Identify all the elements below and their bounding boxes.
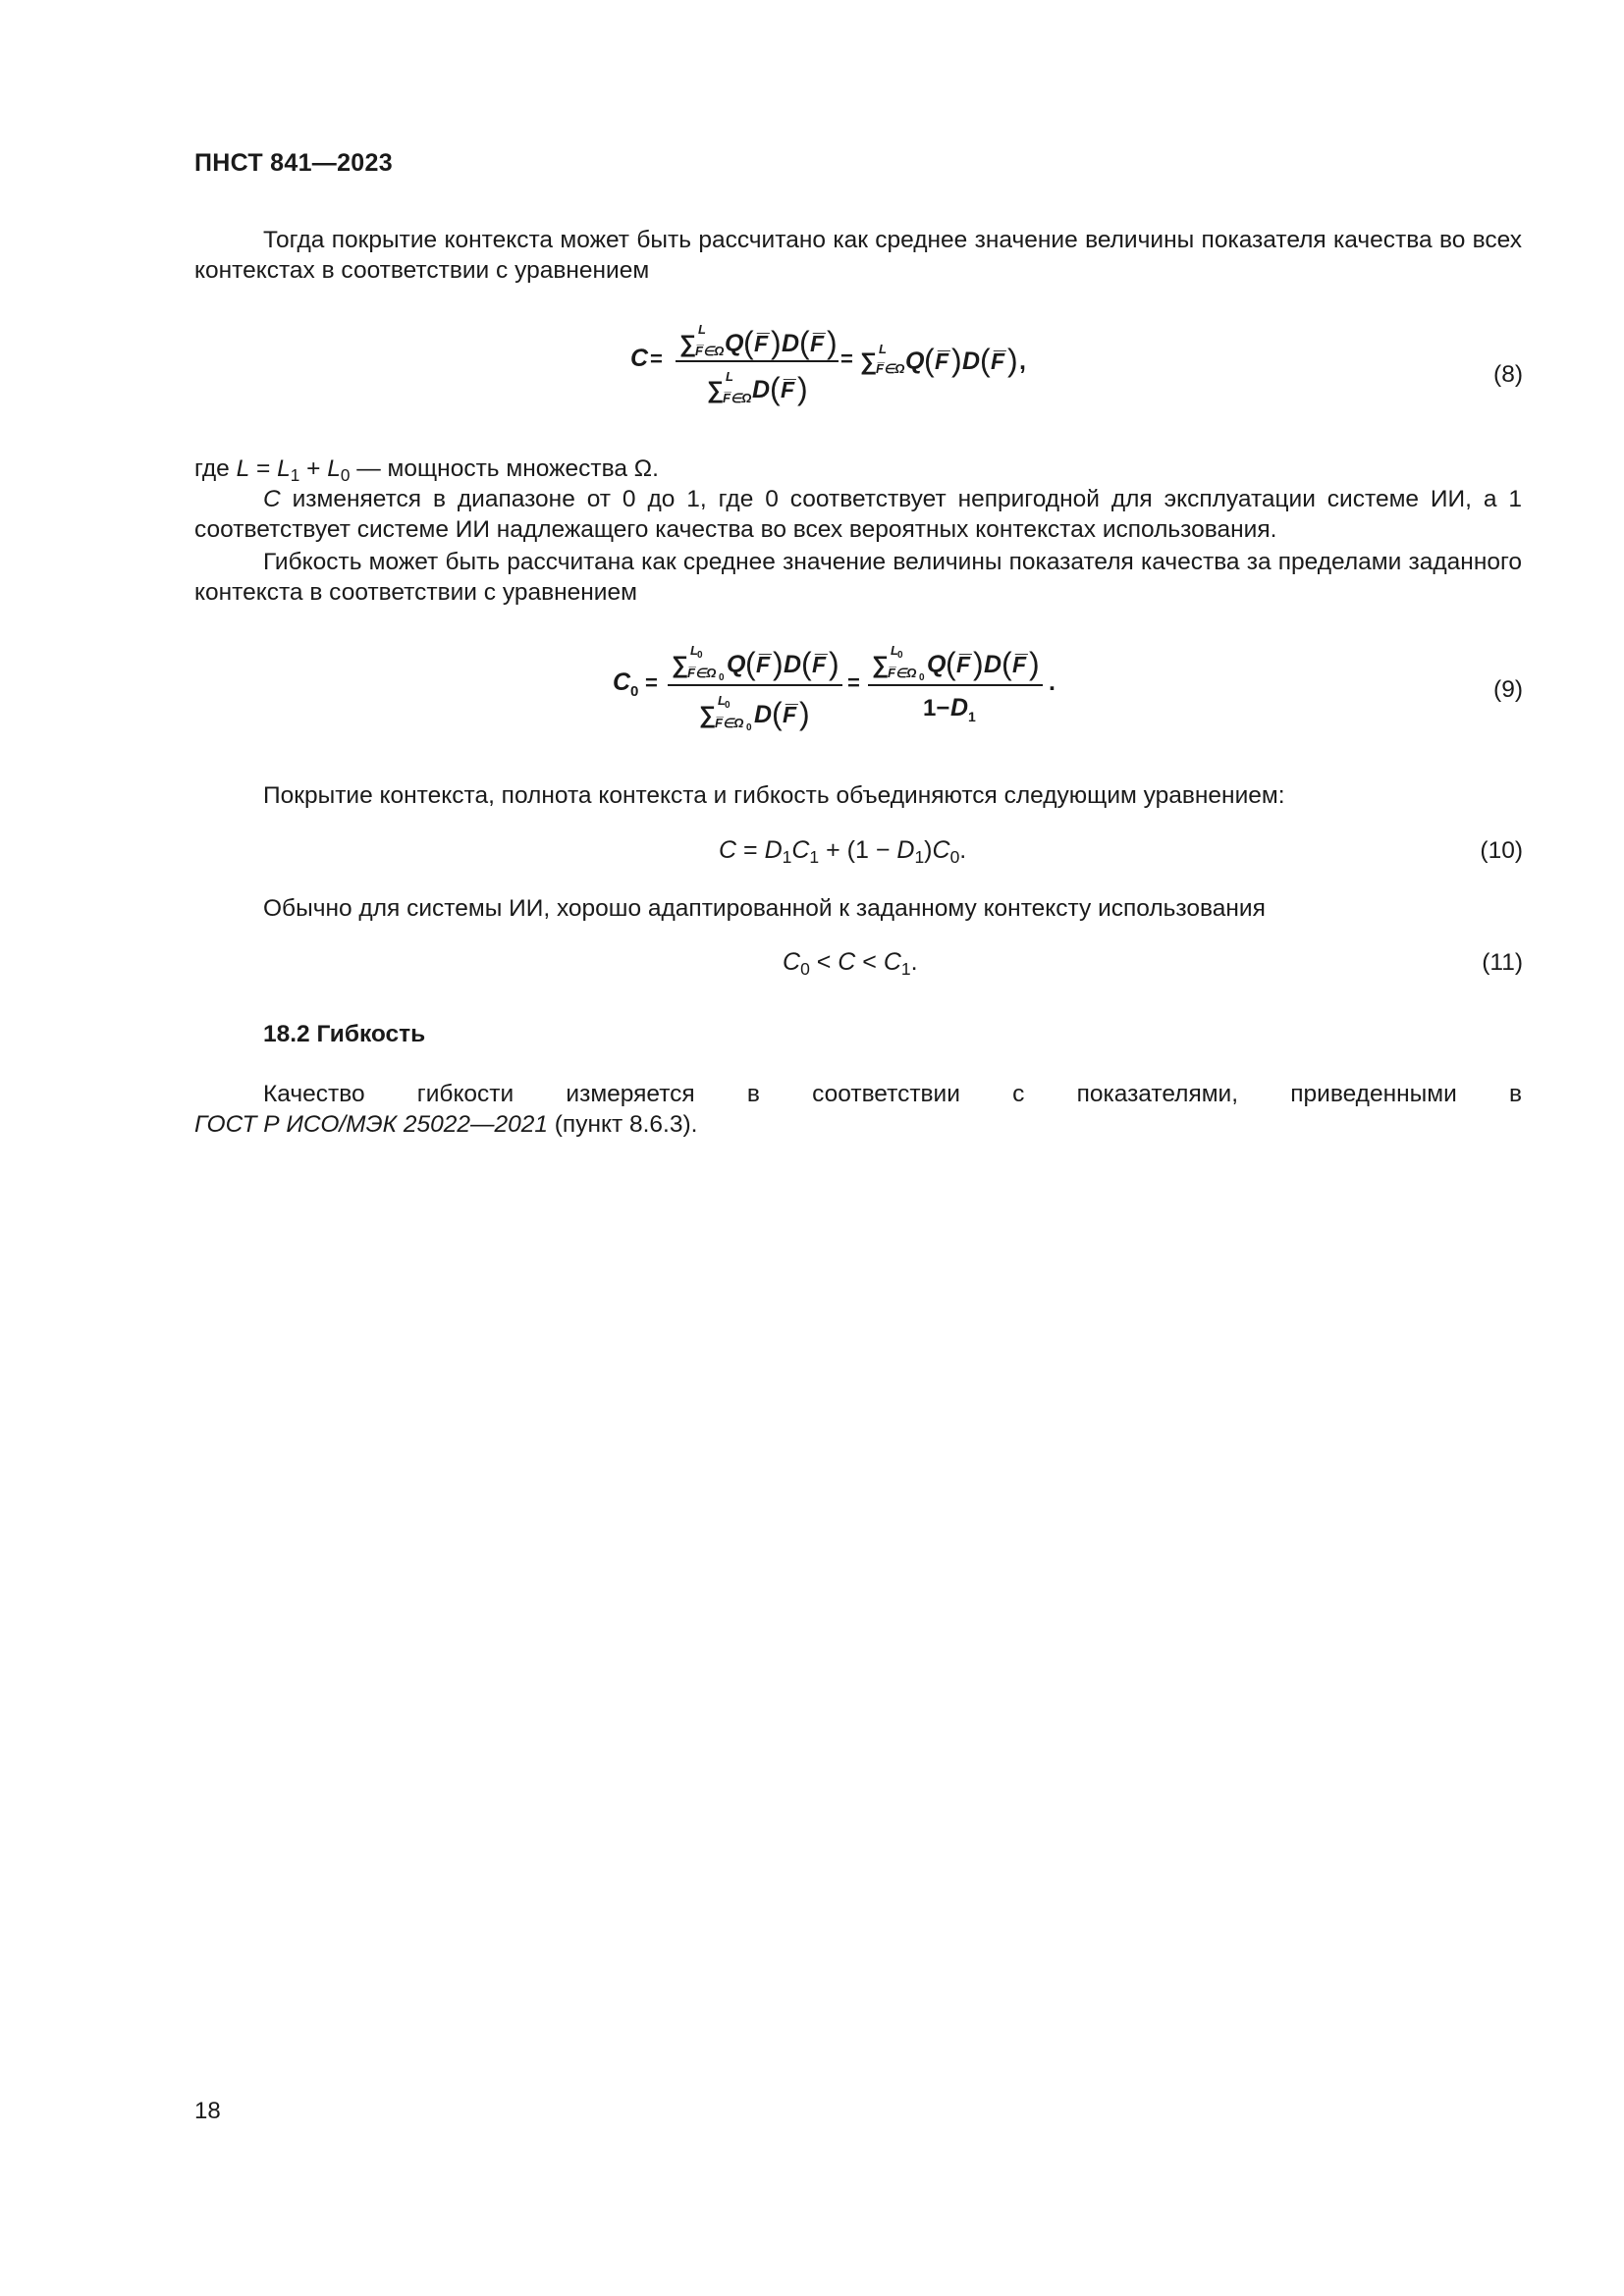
svg-text:F̅: F̅ <box>1012 652 1027 677</box>
svg-text:L: L <box>690 643 698 658</box>
svg-text:F̅: F̅ <box>991 348 1005 374</box>
svg-text:D: D <box>950 694 969 721</box>
svg-text:=: = <box>847 670 860 695</box>
equation-8-number: (8) <box>1493 361 1523 388</box>
equation-10: $C = D_1C_1 + (1 - D_1)C_0$. <box>719 836 967 867</box>
svg-text:D: D <box>984 651 1002 678</box>
svg-text:(: ( <box>745 646 756 681</box>
paragraph-c-range: C изменяется в диапазоне от 0 до 1, где 0 соответствует непригодной для эксплуатации системе ИИ, а 1 соответствует системе ИИ надлежащего качества во всех вероятных контекстах использования. <box>194 486 1522 543</box>
svg-text:0: 0 <box>725 700 731 711</box>
svg-text:C: C <box>613 668 631 696</box>
svg-text:): ) <box>771 325 782 360</box>
svg-text:L: L <box>726 369 733 384</box>
svg-text:∑: ∑ <box>872 652 890 678</box>
svg-text:Q: Q <box>905 347 925 375</box>
svg-text:0: 0 <box>746 722 752 733</box>
svg-text:F̅∈Ω: F̅∈Ω <box>715 716 744 730</box>
svg-text:F̅∈Ω: F̅∈Ω <box>888 666 917 680</box>
svg-text:F̅: F̅ <box>812 652 827 677</box>
paragraph-quality-line2 <box>194 1109 1522 1140</box>
svg-text:0: 0 <box>919 672 925 683</box>
svg-text:Q: Q <box>927 651 947 678</box>
svg-text:,: , <box>1019 347 1026 375</box>
equation-9-number: (9) <box>1493 676 1523 703</box>
svg-text:∑: ∑ <box>860 348 878 375</box>
svg-text:=: = <box>650 347 663 371</box>
standard-reference: ГОСТ Р ИСО/МЭК 25022—2021 <box>194 1111 548 1138</box>
svg-text:(: ( <box>772 696 783 731</box>
section-heading: 18.2 Гибкость <box>263 1021 426 1047</box>
svg-text:): ) <box>1029 646 1040 681</box>
svg-text:): ) <box>827 325 838 360</box>
svg-text:=: = <box>645 670 658 695</box>
svg-text:0: 0 <box>719 672 725 683</box>
svg-text:D: D <box>784 651 802 678</box>
svg-text:Q: Q <box>727 651 746 678</box>
svg-text:): ) <box>829 646 839 681</box>
svg-text:): ) <box>797 371 808 406</box>
svg-text:(: ( <box>1001 646 1012 681</box>
paragraph-coverage: Тогда покрытие контекста может быть рассчитано как среднее значение величины показателя качества во всех контекстах в соответствии с уравнением <box>194 227 1522 284</box>
svg-text:L: L <box>879 342 887 356</box>
svg-text:(: ( <box>770 371 781 406</box>
svg-text:): ) <box>773 646 784 681</box>
where-suffix: — мощность множества Ω. <box>350 455 659 482</box>
svg-text:D: D <box>754 701 773 728</box>
equation-11-number: (11) <box>1482 949 1523 976</box>
svg-text:Q: Q <box>725 330 744 357</box>
svg-text:F̅∈Ω: F̅∈Ω <box>876 361 905 376</box>
svg-text:F̅: F̅ <box>810 331 825 356</box>
paragraph-flexibility: Гибкость может быть рассчитана как среднее значение величины показателя качества за пределами заданного контекста в соответствии с уравнением <box>194 549 1522 606</box>
svg-text:1−: 1− <box>923 695 950 721</box>
svg-text:F̅∈Ω: F̅∈Ω <box>687 666 717 680</box>
svg-text:0: 0 <box>897 650 903 661</box>
svg-text:F̅: F̅ <box>783 702 797 727</box>
svg-text:∑: ∑ <box>699 702 717 728</box>
svg-text:F̅: F̅ <box>756 652 771 677</box>
paragraph-quality-line1: Качество гибкости измеряется в соответствии с показателями, приведенными в <box>263 1081 1522 1107</box>
paragraph-where: где $L = L_1 + L_0$ — мощность множества Ω. <box>194 455 659 485</box>
svg-text:1: 1 <box>968 709 976 724</box>
equation-10-number: (10) <box>1480 837 1523 864</box>
svg-text:=: = <box>840 347 853 371</box>
svg-text:.: . <box>1049 668 1056 696</box>
svg-text:D: D <box>962 347 981 375</box>
equation-9 <box>611 631 1121 739</box>
svg-text:(: ( <box>743 325 754 360</box>
paragraph-combine: Покрытие контекста, полнота контекста и гибкость объединяются следующим уравнением: <box>263 782 1285 809</box>
svg-text:): ) <box>799 696 810 731</box>
svg-text:0: 0 <box>697 650 703 661</box>
svg-text:D: D <box>782 330 800 357</box>
svg-text:F̅∈Ω: F̅∈Ω <box>723 391 752 405</box>
svg-text:F̅: F̅ <box>754 331 769 356</box>
svg-text:): ) <box>951 343 962 378</box>
svg-text:C: C <box>630 345 649 372</box>
svg-text:∑: ∑ <box>707 377 725 403</box>
document-id: ПНСТ 841—2023 <box>194 149 393 177</box>
svg-text:F̅: F̅ <box>956 652 971 677</box>
svg-text:F̅: F̅ <box>935 348 949 374</box>
paragraph-usually: Обычно для системы ИИ, хорошо адаптированной к заданному контексту использования <box>263 895 1266 922</box>
page-number: 18 <box>194 2098 221 2124</box>
svg-text:F̅: F̅ <box>781 377 795 402</box>
svg-text:L: L <box>891 643 898 658</box>
svg-text:D: D <box>752 376 771 403</box>
svg-text:F̅∈Ω: F̅∈Ω <box>695 344 725 358</box>
svg-text:(: ( <box>980 343 991 378</box>
svg-text:0: 0 <box>630 683 639 700</box>
c-range-text: изменяется в диапазоне от 0 до 1, где 0 соответствует непригодной для эксплуатации системе ИИ, а 1 соответствует системе ИИ надлежащего качества во всех вероятных контекстах использования. <box>194 486 1522 543</box>
quality-tail: (пункт 8.6.3). <box>547 1111 698 1138</box>
equation-11: $C_0 < C < C_1$. <box>783 948 918 979</box>
svg-text:): ) <box>1007 343 1018 378</box>
svg-text:L: L <box>698 322 706 337</box>
equation-9-graphic <box>611 631 1121 739</box>
svg-text:L: L <box>718 693 726 708</box>
svg-text:∑: ∑ <box>672 652 689 678</box>
svg-text:∑: ∑ <box>679 331 697 357</box>
where-prefix: где <box>194 455 237 482</box>
svg-text:): ) <box>973 646 984 681</box>
svg-text:(: ( <box>799 325 810 360</box>
equation-8-graphic <box>628 312 1090 415</box>
svg-text:(: ( <box>924 343 935 378</box>
equation-8 <box>628 312 1090 415</box>
svg-text:(: ( <box>946 646 956 681</box>
svg-text:(: ( <box>801 646 812 681</box>
